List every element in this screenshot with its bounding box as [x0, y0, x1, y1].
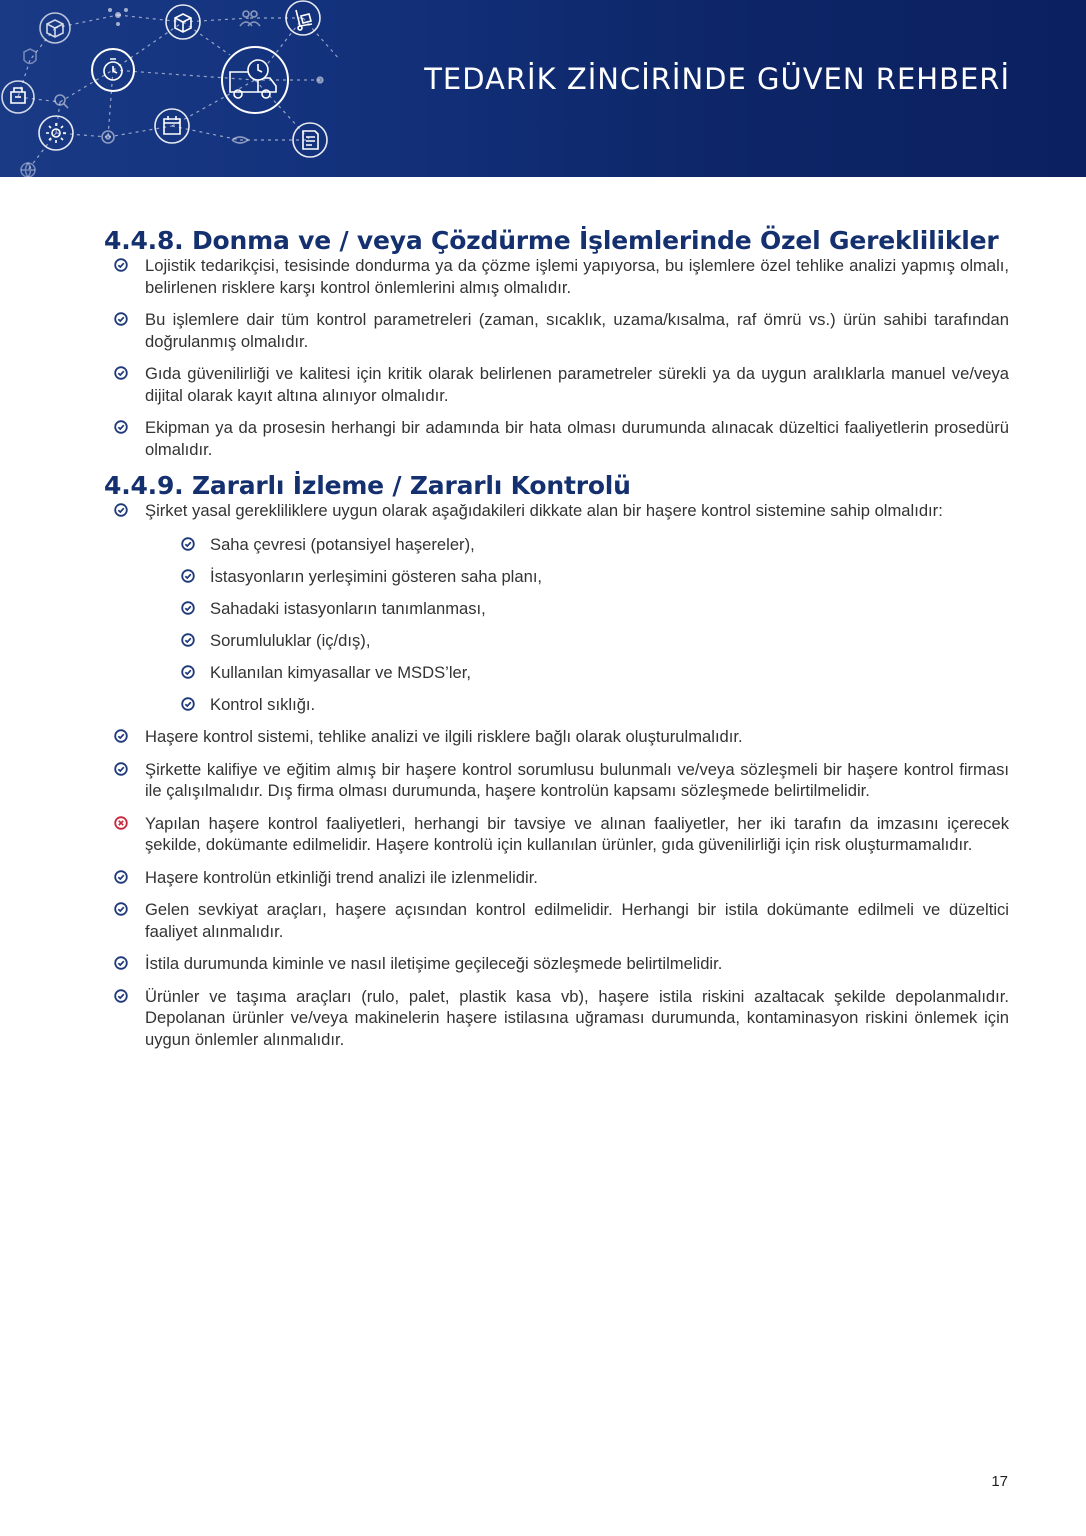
- list-item-text: Şirkette kalifiye ve eğitim almış bir haşere kontrol sorumlusu bulunmalı ve/veya sözleşmeli bir haşere kontrol firması ile çalışılmalıdır. Dış firma olması durumunda, haşere kontrolün kapsamı sözleşmede belirtilmelidir.: [145, 759, 1009, 800]
- pest-control-sublist: [145, 534, 1009, 716]
- list-item: [104, 500, 1009, 715]
- check-circle-icon: [114, 989, 128, 1003]
- freezing-requirements-list: [104, 255, 1009, 460]
- check-circle-icon: [181, 569, 195, 583]
- sublist-item-text: Saha çevresi (potansiyel haşereler),: [210, 534, 475, 554]
- page-header: [0, 0, 1086, 177]
- list-item: [104, 759, 1009, 802]
- sublist-item-text: İstasyonların yerleşimini gösteren saha planı,: [210, 566, 543, 586]
- list-item-text: Haşere kontrolün etkinliği trend analizi ile izlenmelidir.: [145, 867, 538, 887]
- sublist-item: [145, 694, 1009, 716]
- sublist-item: [145, 566, 1009, 588]
- page-content: [104, 226, 1009, 1061]
- check-circle-icon: [114, 870, 128, 884]
- globe-icon: [21, 163, 35, 177]
- sublist-item: [145, 598, 1009, 620]
- list-item-text: Bu işlemlere dair tüm kontrol parametreleri (zaman, sıcaklık, uzama/kısalma, raf ömrü vs.) ürün sahibi tarafından doğrulanmış olmalıdır.: [145, 310, 1009, 351]
- list-item: [104, 867, 1009, 889]
- list-item-text: Şirket yasal gerekliliklere uygun olarak aşağıdakileri dikkate alan bir haşere kontrol sistemine sahip olmalıdır:: [145, 501, 943, 520]
- check-circle-icon: [114, 956, 128, 970]
- section-heading-pest-control: 4.4.9. Zararlı İzleme / Zararlı Kontrolü: [104, 471, 631, 500]
- section-heading-freezing: 4.4.8. Donma ve / veya Çözdürme İşlemlerinde Özel Gereklilikler: [104, 226, 999, 255]
- check-circle-icon: [114, 366, 128, 380]
- sublist-item: [145, 534, 1009, 556]
- sublist-item-text: Kontrol sıklığı.: [210, 694, 316, 714]
- check-circle-icon: [114, 902, 128, 916]
- check-circle-icon: [114, 762, 128, 776]
- check-circle-icon: [181, 601, 195, 615]
- network-illustration: [0, 0, 440, 177]
- list-item-text: Lojistik tedarikçisi, tesisinde dondurma ya da çözme işlemi yapıyorsa, bu işlemlere özel tehlike analizi yapmış olmalı, belirlenen risklere karşı kontrol önlemlerini almış olmalıdır.: [145, 256, 1009, 297]
- list-item: [104, 986, 1009, 1051]
- check-circle-icon: [114, 420, 128, 434]
- page-number: 17: [991, 1473, 1008, 1490]
- sublist-item-text: Kullanılan kimyasallar ve MSDS’ler,: [210, 662, 471, 682]
- cube-icon: [40, 13, 70, 43]
- check-circle-icon: [181, 697, 195, 711]
- check-circle-icon: [181, 633, 195, 647]
- list-item: [104, 363, 1009, 406]
- check-circle-icon: [114, 258, 128, 272]
- list-item: [104, 309, 1009, 352]
- check-circle-icon: [181, 665, 195, 679]
- check-circle-icon: [181, 537, 195, 551]
- list-item: [104, 813, 1009, 856]
- list-item: [104, 726, 1009, 748]
- sublist-item: [145, 662, 1009, 684]
- box-icon: [166, 5, 200, 39]
- document-title: TEDARİK ZİNCİRİNDE GÜVEN REHBERİ: [424, 62, 1010, 96]
- clock-icon: [92, 49, 134, 91]
- list-item: [104, 417, 1009, 460]
- check-circle-icon: [114, 503, 128, 517]
- list-item-text: Ürünler ve taşıma araçları (rulo, palet, plastik kasa vb), haşere istila riskini azaltacak şekilde depolanmalıdır. Depolanan ürünler ve/veya makinelerin haşere istilasına uğraması durumunda, kontaminasyon riskini önlemek için uygun önlemler alınmalıdır.: [145, 986, 1009, 1049]
- list-item-text: Ekipman ya da prosesin herhangi bir adamında bir hata olması durumunda alınacak düzeltici faaliyetlerin prosedürü olmalıdır.: [145, 418, 1009, 459]
- list-item-text: Gıda güvenilirliği ve kalitesi için kritik olarak belirlenen parametreler sürekli ya da uygun aralıklarla manuel ve/veya dijital olarak kayıt altına alınıyor olmalıdır.: [145, 364, 1009, 405]
- check-circle-icon: [114, 729, 128, 743]
- sublist-item-text: Sorumluluklar (iç/dış),: [210, 630, 371, 650]
- list-item-text: İstila durumunda kiminle ve nasıl iletişime geçileceği sözleşmede belirtilmelidir.: [145, 954, 723, 973]
- list-item-text: Gelen sevkiyat araçları, haşere açısından kontrol edilmelidir. Herhangi bir istila dokümante edilmeli ve düzeltici faaliyet alınmalıdır.: [145, 900, 1009, 941]
- sublist-item: [145, 630, 1009, 652]
- list-item: [104, 953, 1009, 975]
- pest-control-list: [104, 500, 1009, 1050]
- cube-icon: [2, 81, 34, 113]
- x-circle-icon: [114, 816, 128, 830]
- clipboard-icon: [317, 77, 323, 83]
- list-item: [104, 255, 1009, 298]
- sublist-item-text: Sahadaki istasyonların tanımlanması,: [210, 598, 486, 618]
- list-item-text: Haşere kontrol sistemi, tehlike analizi ve ilgili risklere bağlı olarak oluşturulmalıdır.: [145, 727, 743, 746]
- list-item-text: Yapılan haşere kontrol faaliyetleri, herhangi bir tavsiye ve alınan faaliyetler, her iki tarafın da imzasını içerecek şekilde, dokümante edilmelidir. Haşere kontrolü için kullanılan ürünler, gıda güvenilirliği için risk oluşturmamalıdır.: [145, 813, 1009, 854]
- list-item: [104, 899, 1009, 942]
- check-circle-icon: [114, 312, 128, 326]
